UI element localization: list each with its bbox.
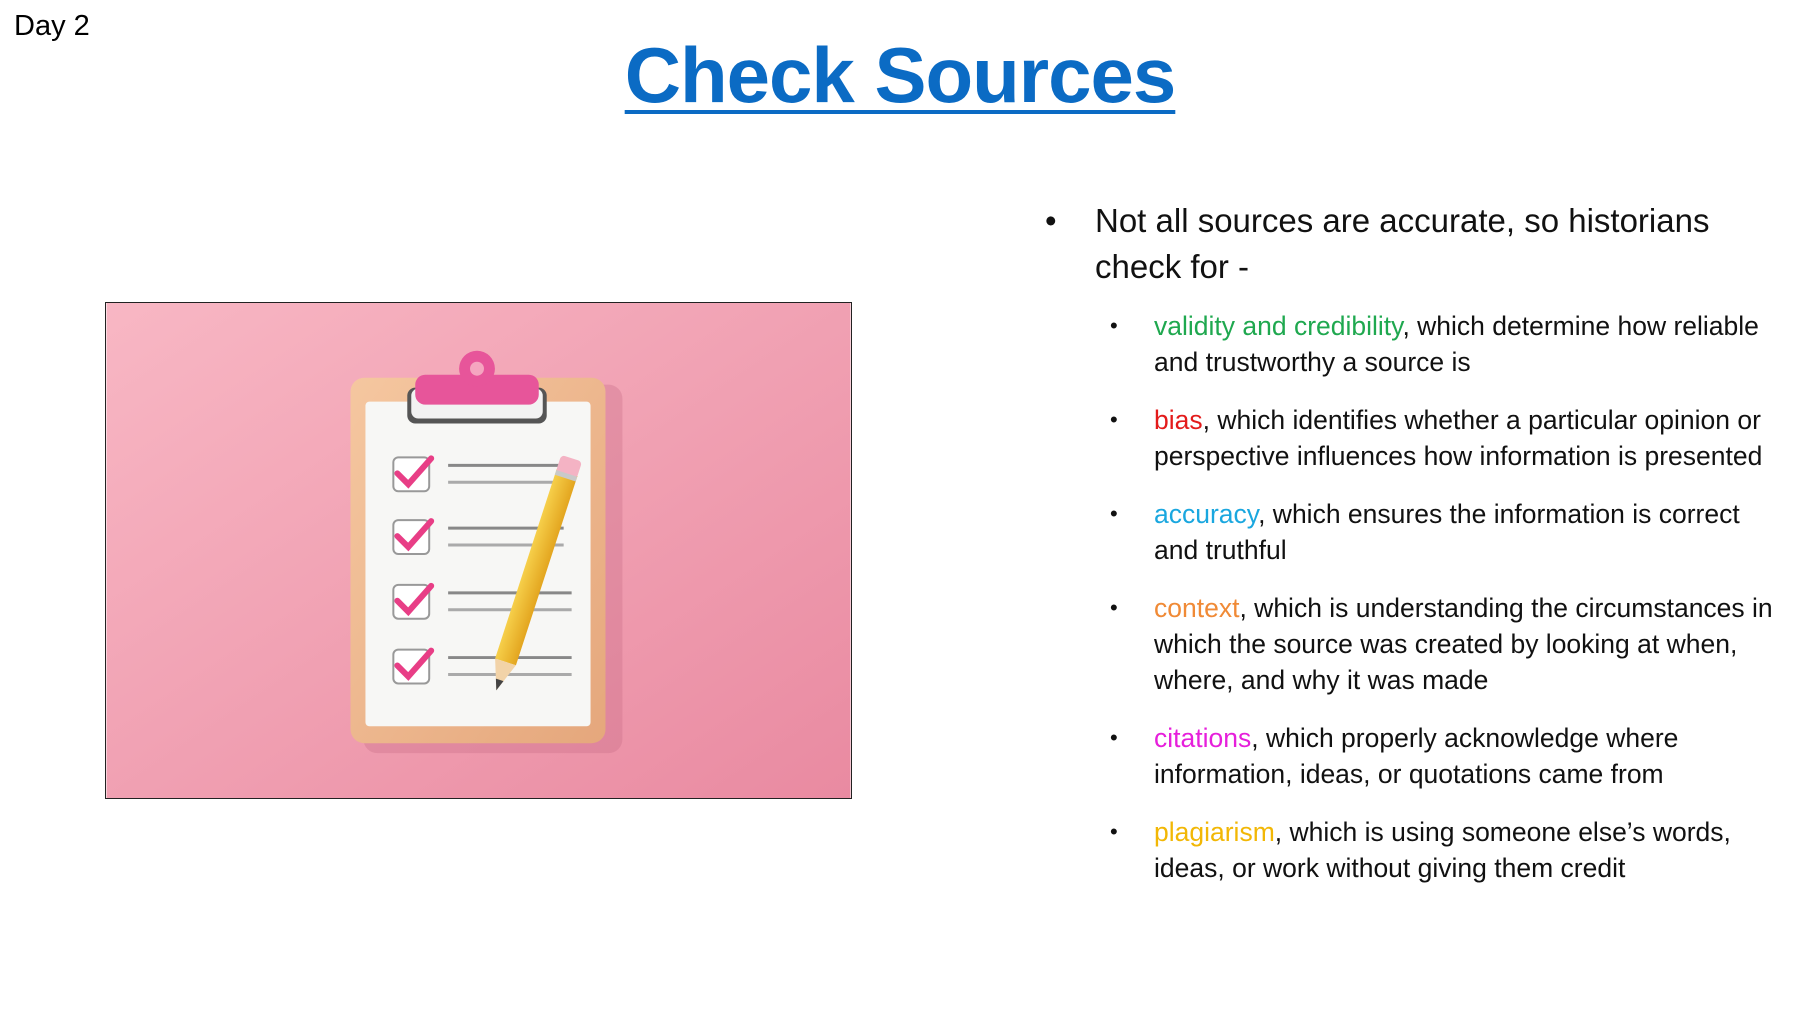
term-description: , which properly acknowledge where information, ideas, or quotations came from <box>1154 723 1679 789</box>
bullet-dot: • <box>1110 819 1118 844</box>
term-description: , which determine how reliable and trustworthy a source is <box>1154 311 1759 377</box>
term-description: , which is understanding the circumstances in which the source was created by looking at when, where, and why it was made <box>1154 593 1773 695</box>
sub-bullet-citations <box>1110 720 1785 792</box>
clipboard-checklist-image <box>105 302 852 799</box>
term-validity: validity and credibility <box>1154 311 1403 341</box>
sub-bullet-context <box>1110 590 1785 698</box>
bullet-dot: • <box>1110 407 1118 432</box>
term-description: , which is using someone else’s words, ideas, or work without giving them credit <box>1154 817 1731 883</box>
bullet-dot: • <box>1110 725 1118 750</box>
term-accuracy: accuracy <box>1154 499 1259 529</box>
main-bullet-item <box>1045 198 1785 290</box>
bullet-list <box>1045 198 1785 908</box>
main-bullet-text: Not all sources are accurate, so historians check for - <box>1095 202 1710 285</box>
sub-bullet-accuracy <box>1110 496 1785 568</box>
bullet-dot: • <box>1045 202 1057 239</box>
page-title: Check Sources <box>624 31 1176 119</box>
sub-bullet-validity <box>1110 308 1785 380</box>
term-context: context <box>1154 593 1240 623</box>
term-description: , which ensures the information is correct and truthful <box>1154 499 1740 565</box>
bullet-dot: • <box>1110 595 1118 620</box>
bullet-dot: • <box>1110 313 1118 338</box>
term-plagiarism: plagiarism <box>1154 817 1275 847</box>
term-citations: citations <box>1154 723 1252 753</box>
term-description: , which identifies whether a particular opinion or perspective influences how information is presented <box>1154 405 1763 471</box>
bullet-dot: • <box>1110 501 1118 526</box>
day-label: Day 2 <box>14 10 90 42</box>
term-bias: bias <box>1154 405 1203 435</box>
clipboard-illustration <box>106 303 851 798</box>
sub-bullet-list <box>1045 308 1785 886</box>
sub-bullet-bias <box>1110 402 1785 474</box>
sub-bullet-plagiarism <box>1110 814 1785 886</box>
